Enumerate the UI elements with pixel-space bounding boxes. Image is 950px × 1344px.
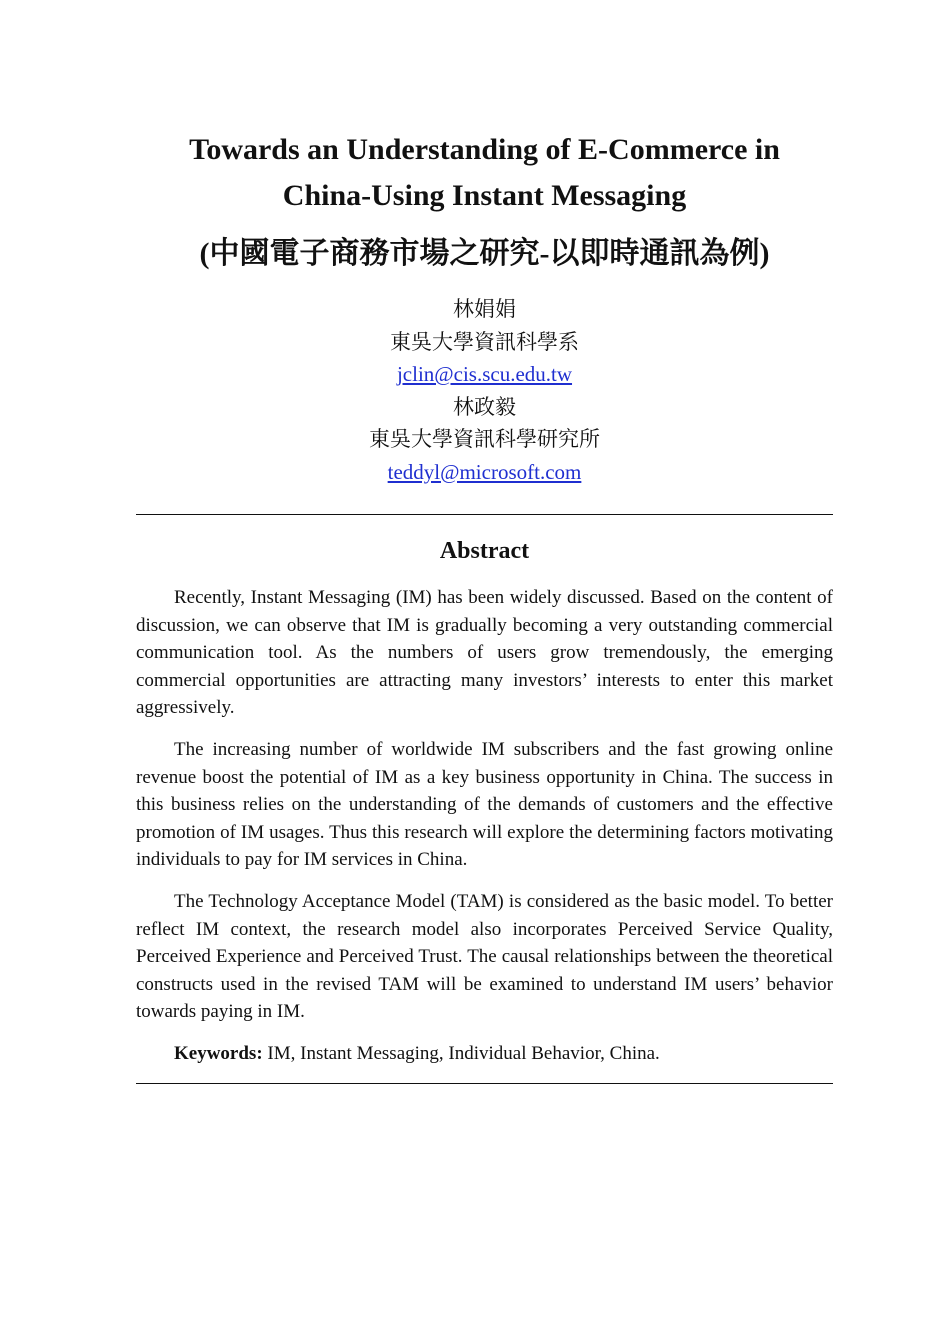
abstract-paragraph-3: The Technology Acceptance Model (TAM) is considered as the basic model. To better reflect IM context, the research model also incorporates Perceived Service Quality, Perceived Experience and Perceived Trust. The causal relationships between the theoretical constructs used in the revised TAM will be examined to understand IM users’ behavior towards paying in IM.	[136, 890, 833, 1023]
author-2-affiliation: 東吳大學資訊科學研究所	[369, 427, 600, 451]
author-block	[136, 293, 833, 488]
bottom-divider	[136, 1083, 833, 1084]
author-1-name: 林娟娟	[453, 297, 516, 321]
top-divider	[136, 514, 833, 515]
keywords-text: IM, Instant Messaging, Individual Behavior, China.	[262, 1042, 660, 1064]
author-1-affiliation: 東吳大學資訊科學系	[390, 329, 579, 354]
abstract-paragraph-1: Recently, Instant Messaging (IM) has been widely discussed. Based on the content of discussion, we can observe that IM is gradually becoming a very outstanding commercial communication tool. As the numbers of users grow tremendously, the emerging commercial opportunities are attracting many investors’ interests to enter this market aggressively.	[136, 587, 833, 719]
author-1-email-link[interactable]: jclin@cis.scu.edu.tw	[396, 362, 573, 386]
abstract-body	[136, 584, 833, 1082]
paper-title-english	[136, 127, 833, 219]
keywords-line	[136, 1040, 833, 1068]
author-2-name: 林政毅	[453, 394, 516, 419]
author-2-email-link[interactable]: teddyl@microsoft.com	[387, 459, 582, 484]
keywords-label: Keywords:	[174, 1042, 263, 1064]
paper-title-chinese: (中國電子商務市場之研究-以即時通訊為例)	[199, 237, 770, 270]
abstract-paragraph-2: The increasing number of worldwide IM subscribers and the fast growing online revenue boost the potential of IM as a key business opportunity in China. The success in this business relies on the understanding of the demands of customers and the effective promotion of IM usages. Thus this research will explore the determining factors motivating individuals to pay for IM services in China.	[136, 738, 833, 871]
abstract-heading: Abstract	[439, 538, 530, 564]
title-line-1: Towards an Understanding of E-Commerce in	[189, 133, 780, 166]
title-line-2: China-Using Instant Messaging	[282, 179, 687, 212]
